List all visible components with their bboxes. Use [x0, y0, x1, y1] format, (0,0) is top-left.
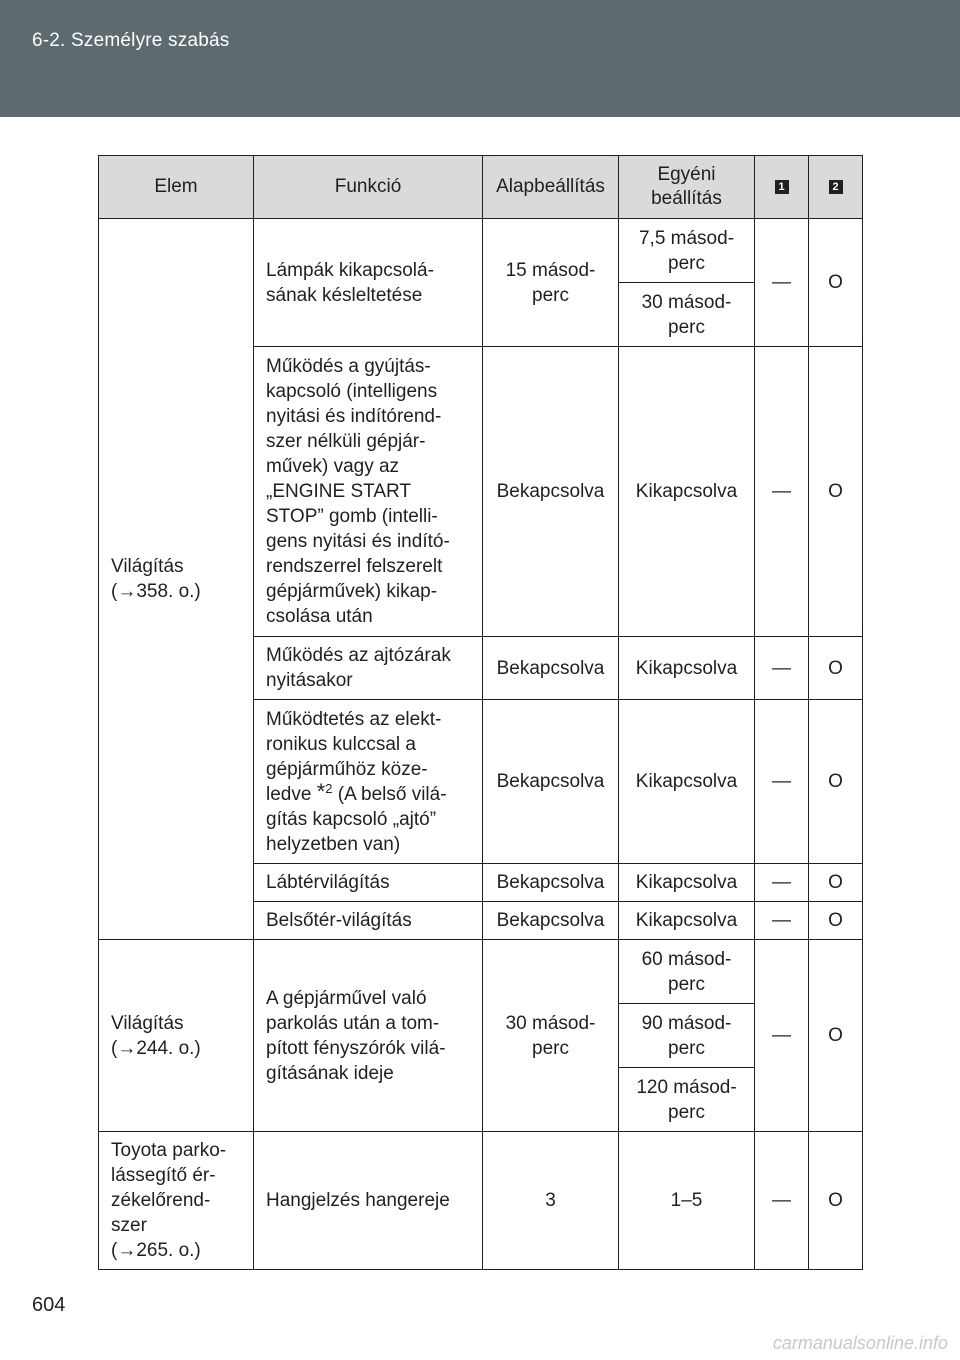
table-header-row — [99, 156, 863, 219]
function-cell: Hangjelzés hangereje — [254, 1132, 483, 1270]
table-row — [99, 1132, 863, 1270]
column-header-elem: Elem — [99, 156, 254, 219]
option-cell: Kikapcsolva — [619, 902, 755, 940]
mark-2-cell: O — [809, 637, 863, 700]
function-cell: Lámpák kikapcsolá- sának késleltetése — [254, 219, 483, 347]
mark-1-cell: — — [755, 637, 809, 700]
mark-2-cell: O — [809, 902, 863, 940]
option-cell: 7,5 másod- perc — [619, 219, 755, 283]
function-text: (A belső vilá- gítás kapcsoló „ajtó” helyzetben van) — [266, 783, 447, 855]
elem-cell: Világítás (→244. o.) — [99, 940, 254, 1132]
number-1-icon: 1 — [775, 180, 789, 194]
default-cell: Bekapcsolva — [483, 347, 619, 637]
footnote-number: 2 — [325, 780, 333, 796]
function-cell: Lábtérvilágítás — [254, 864, 483, 902]
column-header-funkcio: Funkció — [254, 156, 483, 219]
function-text: Működtetés az elekt- ronikus kulccsal a gépjárműhöz köze- ledve — [266, 708, 442, 805]
settings-table — [98, 155, 863, 1270]
number-2-icon: 2 — [829, 180, 843, 194]
default-cell: Bekapcsolva — [483, 637, 619, 700]
column-header-2 — [809, 156, 863, 219]
mark-1-cell: — — [755, 347, 809, 637]
option-cell: 60 másod- perc — [619, 940, 755, 1004]
mark-1-cell: — — [755, 864, 809, 902]
default-cell: Bekapcsolva — [483, 902, 619, 940]
column-header-1 — [755, 156, 809, 219]
mark-1-cell: — — [755, 902, 809, 940]
mark-2-cell: O — [809, 1132, 863, 1270]
function-cell: Belsőtér-világítás — [254, 902, 483, 940]
default-cell: 3 — [483, 1132, 619, 1270]
mark-1-cell: — — [755, 700, 809, 864]
default-cell: Bekapcsolva — [483, 700, 619, 864]
page-number: 604 — [32, 1294, 66, 1316]
section-title: 6-2. Személyre szabás — [32, 30, 230, 51]
table-row — [99, 940, 863, 1004]
option-cell: Kikapcsolva — [619, 347, 755, 637]
option-cell: Kikapcsolva — [619, 637, 755, 700]
function-cell — [254, 700, 483, 864]
watermark: carmanualsonline.info — [772, 1333, 948, 1353]
page-header — [0, 0, 960, 117]
mark-2-cell: O — [809, 864, 863, 902]
elem-cell: Toyota parko- lássegítő ér- zékelőrend- szer (→265. o.) — [99, 1132, 254, 1270]
function-cell: Működés a gyújtás- kapcsoló (intelligens nyitási és indítórend- szer nélküli gépjár- művek) vagy az „ENGINE START STOP” gomb (intelli- gens nyitási és indító- rendszerrel felszerelt gépjárművek) kikap- csolása után — [254, 347, 483, 637]
function-cell: A gépjárművel való parkolás után a tom- pított fényszórók vilá- gításának ideje — [254, 940, 483, 1132]
table-row — [99, 219, 863, 283]
mark-2-cell: O — [809, 940, 863, 1132]
option-cell: Kikapcsolva — [619, 864, 755, 902]
option-cell: 120 másod- perc — [619, 1068, 755, 1132]
mark-1-cell: — — [755, 219, 809, 347]
mark-2-cell: O — [809, 347, 863, 637]
default-cell: 30 másod- perc — [483, 940, 619, 1132]
mark-2-cell: O — [809, 219, 863, 347]
option-cell: 90 másod- perc — [619, 1004, 755, 1068]
default-cell: 15 másod- perc — [483, 219, 619, 347]
mark-1-cell: — — [755, 940, 809, 1132]
option-cell: Kikapcsolva — [619, 700, 755, 864]
column-header-egyeni: Egyéni beállítás — [619, 156, 755, 219]
function-cell: Működés az ajtózárak nyitásakor — [254, 637, 483, 700]
default-cell: Bekapcsolva — [483, 864, 619, 902]
footnote-star: * — [316, 778, 326, 804]
column-header-alapbeallitas: Alapbeállítás — [483, 156, 619, 219]
elem-cell: Világítás (→358. o.) — [99, 219, 254, 940]
option-cell: 1–5 — [619, 1132, 755, 1270]
option-cell: 30 másod- perc — [619, 283, 755, 347]
mark-2-cell: O — [809, 700, 863, 864]
mark-1-cell: — — [755, 1132, 809, 1270]
